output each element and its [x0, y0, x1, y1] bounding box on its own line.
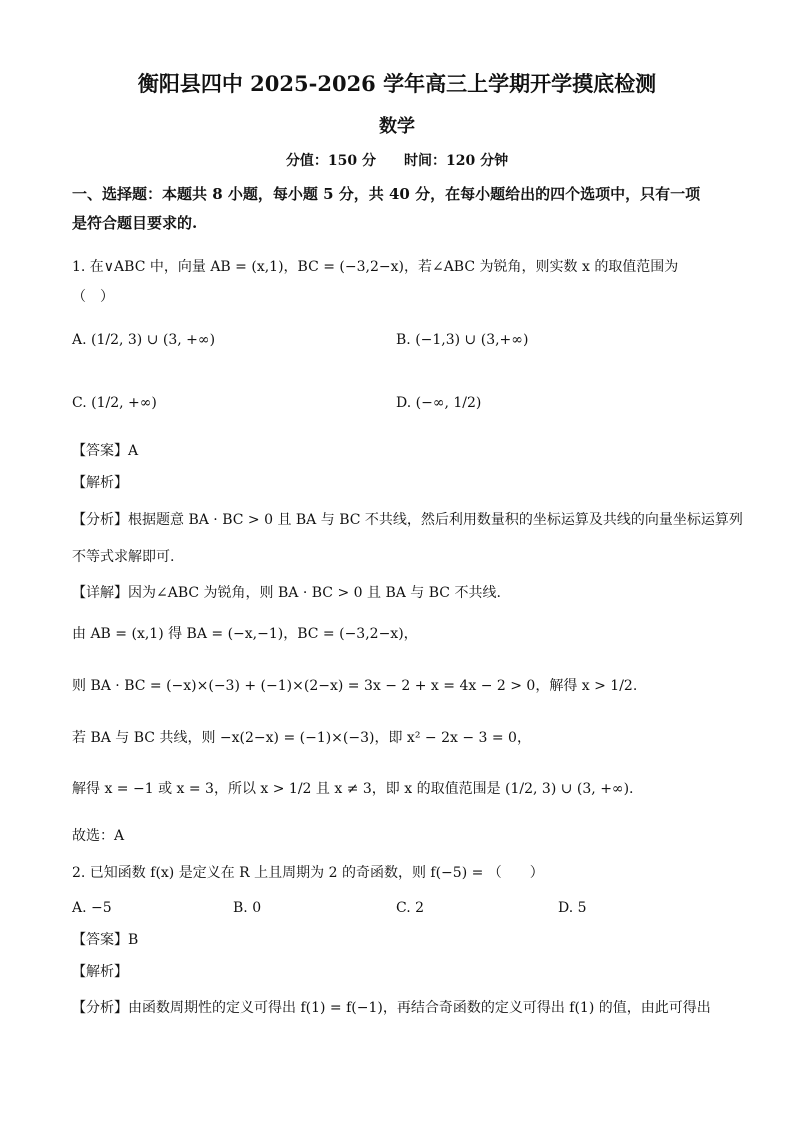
q2-option-b: B. 0	[233, 900, 262, 916]
exam-meta: 分值：150 分 时间：120 分钟	[285, 153, 509, 169]
q2-analysis-tag: 【解析】	[72, 964, 128, 980]
q1-step-4: 解得 x = −1 或 x = 3，所以 x > 1/2 且 x ≠ 3，即 x 的取值范围是 (1/2, 3) ∪ (3, +∞).	[72, 781, 634, 797]
q2-option-c: C. 2	[396, 900, 425, 916]
exam-title: 衡阳县四中 2025-2026 学年高三上学期开学摸底检测	[137, 71, 657, 96]
section-heading-line-1: 一、选择题：本题共 8 小题，每小题 5 分，共 40 分，在每小题给出的四个选项中，只有一项	[72, 185, 701, 203]
subject-title: 数学	[379, 116, 415, 137]
q2-stem: 2. 已知函数 f(x) 是定义在 R 上且周期为 2 的奇函数，则 f(−5) = （ ）	[72, 865, 544, 881]
q1-option-d: D. (−∞, 1/2)	[396, 395, 482, 411]
q1-step-3: 若 BA 与 BC 共线，则 −x(2−x) = (−1)×(−3)，即 x² − 2x − 3 = 0，	[72, 730, 531, 746]
q2-option-a: A. −5	[72, 900, 112, 916]
q1-choice: 故选：A	[72, 828, 125, 844]
q1-answer: 【答案】A	[72, 443, 139, 459]
q1-step-2: 则 BA · BC = (−x)×(−3) + (−1)×(2−x) = 3x − 2 + x = 4x − 2 > 0，解得 x > 1/2.	[72, 678, 638, 694]
q2-answer: 【答案】B	[72, 932, 139, 948]
q1-xiangjie: 【详解】因为∠ABC 为锐角，则 BA · BC > 0 且 BA 与 BC 不共线.	[72, 585, 501, 601]
q1-stem-line-1: 1. 在∨ABC 中，向量 AB = (x,1)，BC = (−3,2−x)，若∠ABC 为锐角，则实数 x 的取值范围为	[72, 259, 679, 275]
q1-option-c: C. (1/2, +∞)	[72, 395, 157, 411]
q1-stem-line-2: （ ）	[72, 289, 114, 305]
q1-option-b: B. (−1,3) ∪ (3,+∞)	[396, 332, 529, 348]
section-heading-line-2: 是符合题目要求的.	[72, 214, 198, 232]
q1-option-a: A. (1/2, 3) ∪ (3, +∞)	[72, 332, 216, 348]
q1-fenxi-line-1: 【分析】根据题意 BA · BC > 0 且 BA 与 BC 不共线，然后利用数量积的坐标运算及共线的向量坐标运算列	[72, 512, 743, 528]
q1-fenxi-line-2: 不等式求解即可.	[72, 549, 175, 565]
q1-step-1: 由 AB = (x,1) 得 BA = (−x,−1)，BC = (−3,2−x)，	[72, 626, 418, 642]
q2-option-d: D. 5	[558, 900, 587, 916]
q1-analysis-tag: 【解析】	[72, 475, 128, 491]
q2-fenxi-line-1: 【分析】由函数周期性的定义可得出 f(1) = f(−1)，再结合奇函数的定义可得出 f(1) 的值，由此可得出	[72, 1000, 711, 1016]
